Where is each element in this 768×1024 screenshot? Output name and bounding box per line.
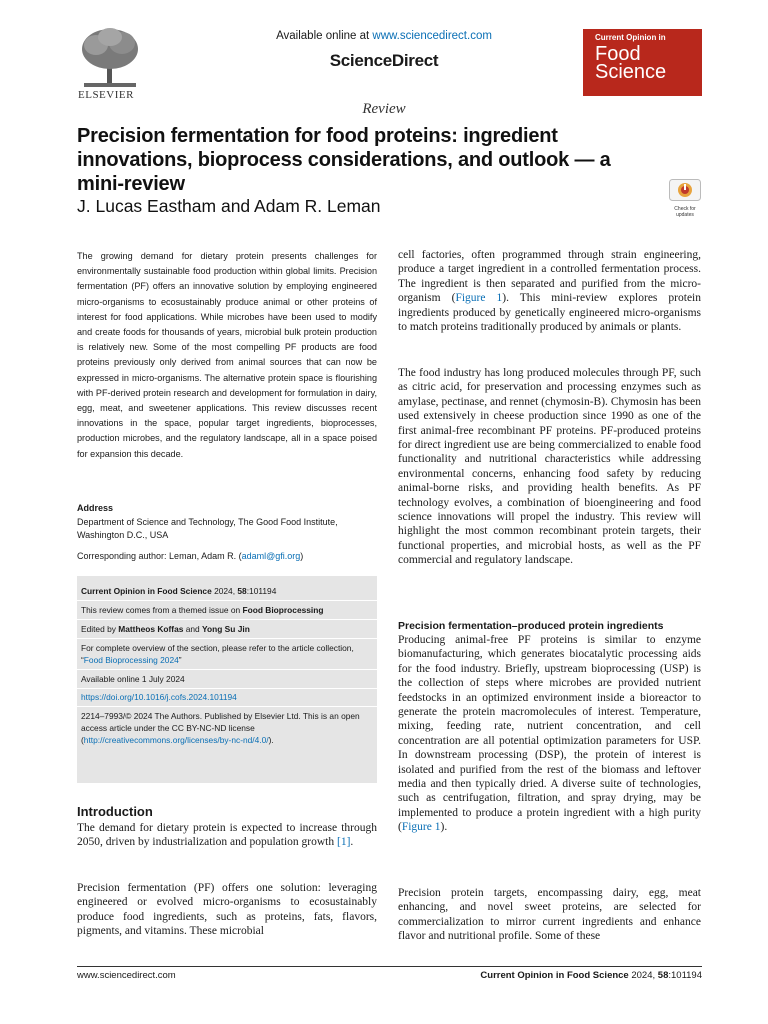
- figure-1-link[interactable]: Figure 1: [455, 292, 503, 305]
- info-overview: [81, 642, 375, 666]
- info-license-end: ).: [268, 735, 274, 745]
- right-paragraph-4: Precision protein targets, encompassing dairy, egg, meat enhancing, and novel sweet proteins, are selected for commercialization to mirror current ingredients and enhance flavor and nutritional profile. Some of these: [398, 887, 701, 943]
- footer-article-number: :101194: [668, 970, 702, 981]
- footer-journal: Current Opinion in Food Science: [480, 970, 629, 981]
- info-themed-name: Food Bioprocessing: [242, 605, 324, 615]
- sciencedirect-link[interactable]: www.sciencedirect.com: [372, 30, 492, 42]
- footer-site: www.sciencedirect.com: [77, 970, 176, 981]
- check-for-updates-icon: [669, 179, 701, 201]
- info-divider: [77, 619, 377, 620]
- reference-1-link[interactable]: [1]: [337, 836, 351, 849]
- intro-p1-end: .: [350, 836, 354, 849]
- footer-volume: 58: [657, 970, 669, 981]
- journal-badge-line2: Science: [595, 61, 667, 83]
- info-license: [81, 710, 375, 746]
- address-text: Department of Science and Technology, The Good Food Institute, Washington D.C., USA: [77, 517, 338, 540]
- intro-paragraph-2: Precision fermentation (PF) offers one solution: leveraging engineered or evolved micro-organisms to ecosustainably produce food ingredients, such as proteins, fats, flavors, pigments, and vitamins. These microbial: [77, 882, 377, 938]
- footer-year: 2024,: [628, 970, 658, 981]
- info-citation: [81, 585, 375, 597]
- right-p1-text: cell factories, often programmed through strain engineering, produce a target ingredient in a controlled fermentation process. The ingredient is then separated and purified from the micro-organism (: [398, 249, 701, 305]
- info-year: 2024,: [211, 586, 238, 596]
- journal-badge: [583, 29, 702, 96]
- info-divider: [77, 669, 377, 670]
- corresponding-author: [77, 550, 377, 563]
- address-heading: Address: [77, 503, 114, 513]
- info-journal: Current Opinion in Food Science: [81, 586, 212, 596]
- right-p1-rest: ). This mini-review explores protein ingredients produced by genetically engineered micro-organisms to match proteins traditionally produced by animals or plants.: [398, 292, 702, 334]
- publisher-name: ELSEVIER: [78, 89, 134, 101]
- check-updates-label2: updates: [676, 212, 694, 218]
- journal-badge-line1: Food: [595, 43, 641, 65]
- info-edited-prefix: Edited by: [81, 624, 119, 634]
- info-available: Available online 1 July 2024: [81, 674, 185, 684]
- info-themed-prefix: This review comes from a themed issue on: [81, 605, 243, 615]
- corresponding-prefix: Corresponding author: Leman, Adam R. (: [77, 551, 242, 561]
- abstract: The growing demand for dietary protein presents challenges for environmentally sustainable food production within global limits. Precision fermentation (PF) offers an innovative solution by employing engineered micro-organisms to ecosustainably produce animal or other proteins of interest for food applications. While microbes have been used to modify and create foods for thousands of years, microbial bulk protein production is relatively new. Some of the most compelling PF products are food proteins previously only derived from animal sources that can now be expressed in micro-organisms. The alternative protein space is flourishing with PF-derived protein research and development for formulation in dairy, egg, meat, and sweetener applications. This review discusses recent innovations in the space, popular target ingredients, bioprocesses, production microbes, and the regulatory landscape, all in a space poised for expansion this decade.: [77, 251, 377, 459]
- info-divider: [77, 638, 377, 639]
- right-paragraph-2: The food industry has long produced molecules through PF, such as citric acid, for preservation and processing enzymes such as amylase, pectinase, and rennet (chymosin-B). Chymosin has been used extensively in cheese production since 1990 as one of the first animal-free recombinant PF proteins. PF-produced proteins for direct ingredient use are being commercialized to enable food functionality and nutritional characteristics while addressing environmental concerns, enhancing food safety by reducing animal-borne risks, and providing health benefits. As PF technology evolves, a combination of bioengineering and food science innovations will propel the industry. This review will highlight the most common recombinant protein targets, their functional properties, and microbial hosts, as well as the PF commercial and regulatory landscape.: [398, 367, 701, 567]
- info-overview-text: For complete overview of the section, please refer to the article collection, “: [81, 643, 354, 665]
- journal-badge-top: Current Opinion in: [595, 33, 666, 42]
- sciencedirect-wordmark: ScienceDirect: [329, 51, 439, 70]
- footer-divider: [77, 966, 702, 967]
- intro-paragraph-1: [77, 821, 377, 850]
- info-divider: [77, 600, 377, 601]
- info-doi: [81, 691, 375, 703]
- info-editor-2: Yong Su Jin: [202, 624, 250, 634]
- info-article-number: :101194: [246, 586, 277, 596]
- info-divider: [77, 706, 377, 707]
- footer-citation: [480, 970, 702, 981]
- intro-p1-text: The demand for dietary protein is expected to increase through 2050, driven by industrialization and population growth: [77, 822, 377, 849]
- figure-1-link-2[interactable]: Figure 1: [401, 821, 441, 834]
- info-volume: 58: [237, 586, 247, 596]
- corresponding-suffix: ): [300, 551, 304, 561]
- right-p3-end: ).: [440, 821, 448, 834]
- section-heading-pf: Precision fermentation–produced protein ingredients: [398, 620, 664, 632]
- corresponding-email-link[interactable]: adaml@gfi.org: [241, 551, 301, 561]
- info-license-text: 2214–7993/© 2024 The Authors. Published by Elsevier Ltd. This is an open access article under the CC BY-NC-ND license (: [81, 711, 360, 745]
- check-updates-label1: Check for: [674, 206, 696, 212]
- info-edited-and: and: [183, 624, 203, 634]
- right-p3-text: Producing animal-free PF proteins is similar to enzyme biomanufacturing, which generates biocatalytic processing aids for the food industry. Briefly, upstream bioprocessing (USP) is the collection of steps where microbes are provided nutrient feedstocks in an optimized environment inside a bioreactor to generate the protein macromolecules of interest. Temperature, mixing, feeding rate, nutrient concentration, and cell concentration are all potential optimization parameters for USP. In downstream processing (DSP), the protein of interest is isolated and purified from the rest of the biomass and leftover media and then typically dried. A diverse suite of technologies, such as centrifugation, filtration, and spray drying, may be implemented to produce a protein ingredient with a high purity (: [398, 634, 701, 834]
- article-title: Precision fermentation for food proteins: ingredient innovations, bioprocess considerations, and outlook — a mini-review: [77, 125, 611, 195]
- article-type: Review: [362, 101, 406, 117]
- journal-badge-name: [595, 45, 666, 81]
- check-for-updates-button[interactable]: [669, 179, 701, 218]
- right-paragraph-1: [398, 248, 701, 334]
- right-paragraph-3: [398, 633, 701, 835]
- info-doi-link[interactable]: https://doi.org/10.1016/j.cofs.2024.101194: [81, 692, 237, 702]
- info-overview-end: ”: [178, 655, 182, 665]
- article-authors: J. Lucas Eastham and Adam R. Leman: [77, 196, 381, 216]
- info-themed-issue: [81, 604, 375, 616]
- info-divider: [77, 688, 377, 689]
- available-prefix: Available online at: [276, 30, 373, 42]
- introduction-heading: Introduction: [77, 804, 153, 819]
- info-editor-1: Mattheos Koffas: [118, 624, 184, 634]
- info-license-link[interactable]: http://creativecommons.org/licenses/by-nc-nd/4.0/: [83, 735, 269, 745]
- article-info-box: [77, 576, 377, 783]
- info-collection-link[interactable]: Food Bioprocessing 2024: [83, 655, 179, 665]
- info-editors: [81, 623, 375, 635]
